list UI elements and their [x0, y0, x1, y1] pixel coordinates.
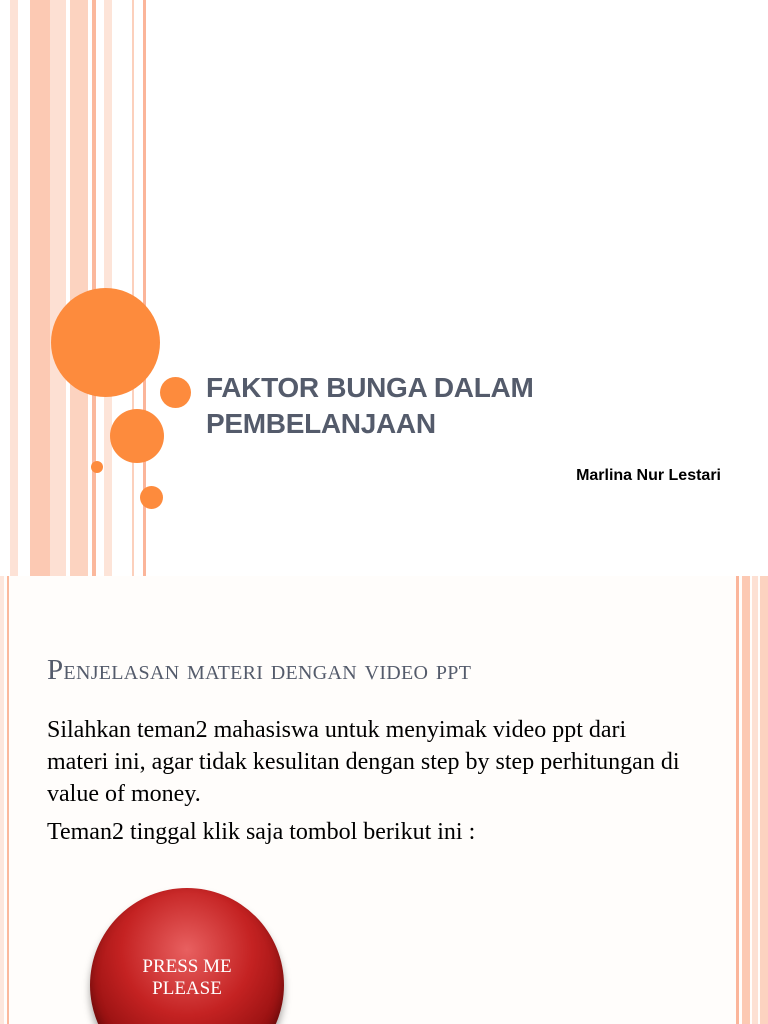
decorative-stripe [7, 576, 9, 1024]
decorative-stripe [0, 576, 4, 1024]
decorative-circle [110, 409, 164, 463]
decorative-stripe [10, 0, 18, 576]
decorative-stripe [760, 576, 768, 1024]
slide-title [206, 370, 686, 442]
slide-title-line: PEMBELANJAAN [206, 408, 436, 439]
button-label-line: PRESS ME [142, 956, 232, 977]
press-me-button-label [90, 956, 284, 1000]
button-label-line: PLEASE [152, 978, 222, 999]
decorative-circle-large [51, 288, 160, 397]
decorative-stripe [70, 0, 88, 576]
body-paragraph: Teman2 tinggal klik saja tombol berikut ini : [47, 819, 476, 845]
press-me-button[interactable] [90, 888, 284, 1024]
slide-body [47, 714, 687, 854]
decorative-circle [140, 486, 163, 509]
decorative-stripe [752, 576, 758, 1024]
slide-title-line: FAKTOR BUNGA DALAM [206, 372, 534, 403]
decorative-circle [160, 377, 191, 408]
decorative-stripe [742, 576, 750, 1024]
body-paragraph: Silahkan teman2 mahasiswa untuk menyimak video ppt dari materi ini, agar tidak kesulitan dengan step by step perhitungan di value of money. [47, 717, 680, 807]
slide-title: Penjelasan materi dengan video ppt [47, 654, 472, 686]
author-name: Marlina Nur Lestari [576, 467, 721, 484]
decorative-stripe [50, 0, 66, 576]
decorative-stripe [30, 0, 50, 576]
decorative-circle [91, 461, 103, 473]
decorative-stripe [736, 576, 739, 1024]
content-slide [0, 576, 768, 1024]
decorative-stripe [132, 0, 134, 576]
